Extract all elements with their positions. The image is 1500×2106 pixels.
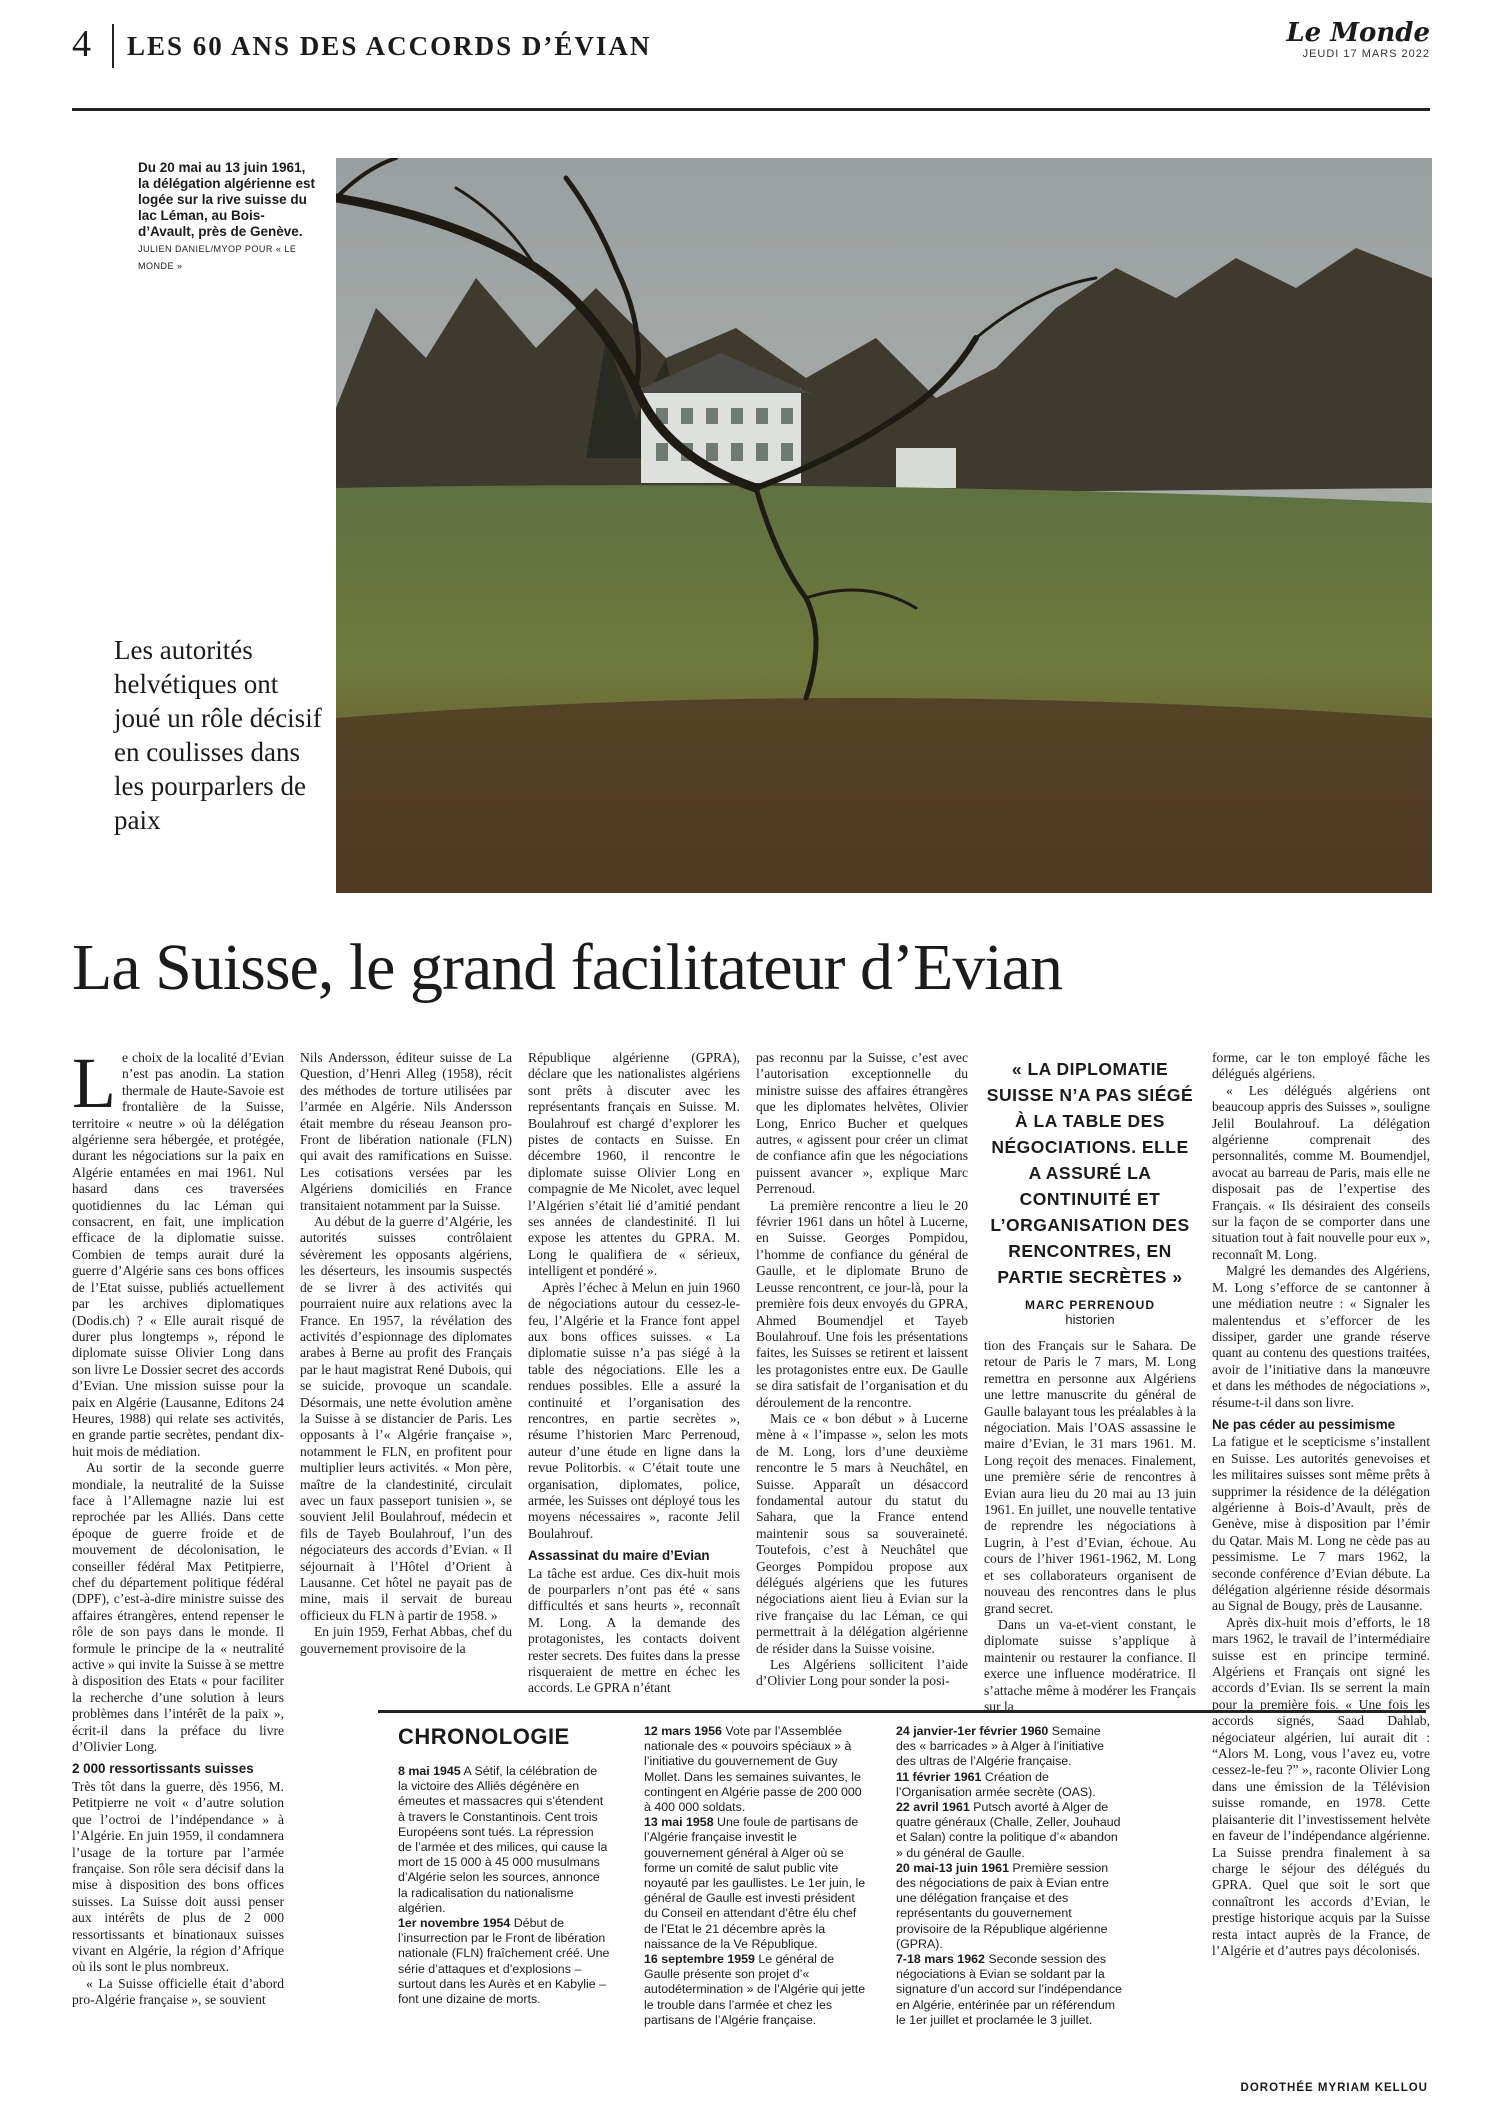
subheading: 2 000 ressortissants suisses <box>72 1761 254 1777</box>
article-paragraph: Les Algériens sollicitent l’aide d’Olivier Long pour sonder la posi- <box>756 1657 968 1689</box>
drop-cap: L <box>72 1043 116 1123</box>
chronology-entry <box>896 1800 1122 1861</box>
header-rule <box>72 108 1430 111</box>
chronology-date: 20 mai-13 juin 1961 <box>896 1860 1009 1875</box>
chronology-date: 8 mai 1945 <box>398 1764 461 1778</box>
article-headline: La Suisse, le grand facilitateur d’Evian <box>72 931 1062 1004</box>
article-paragraph: En juin 1959, Ferhat Abbas, chef du gouvernement provisoire de la <box>300 1624 512 1656</box>
article-paragraph: Dans un va-et-vient constant, le diplomate suisse s’applique à maintenir ou restaurer la confiance. Il exerce une influence modératrice. Il s’attache même à modérer les Français sur la <box>984 1616 1196 1714</box>
chronology-date: 12 mars 1956 <box>644 1724 722 1738</box>
chronology-column-2 <box>644 1724 866 2028</box>
photo-caption <box>138 160 318 274</box>
chronology-entry <box>896 1861 1122 1952</box>
chronology-text: Semaine des « barricades » à Alger à l’initiative des ultras de l’Algérie française. <box>896 1724 1105 1769</box>
chronology-text: Putsch avorté à Alger de quatre généraux (Challe, Zeller, Jouhaud et Salan) contre la politique d’« abandon » du général de Gaulle. <box>896 1800 1121 1860</box>
article-paragraph: « La Suisse officielle était d’abord pro-Algérie française », se souvient <box>72 1975 284 2008</box>
article-paragraph: République algérienne (GPRA), déclare que les nationalistes algériens sont prêts à discuter avec les représentants français en Suisse. M. Boulahrouf est chargé d’explorer les pistes de contacts en Suisse. En décembre 1960, il rencontre le diplomate suisse Olivier Long en compagnie de Me Nicolet, avec lequel l’Algérien s’était lié d’amitié pendant ses années de clandestinité. Il lui expose les attentes du GPRA. M. Long le qualifiera de « sérieux, intelligent et pondéré ». <box>528 1050 740 1279</box>
chronology-entry <box>644 1724 866 1815</box>
caption-text: Du 20 mai au 13 juin 1961, la délégation algérienne est logée sur la rive suisse du lac Léman, au Bois-d’Avault, près de Genève. <box>138 160 316 239</box>
chronology-title: CHRONOLOGIE <box>398 1724 570 1749</box>
article-byline: DOROTHÉE MYRIAM KELLOU <box>1240 2082 1428 2094</box>
chronology-entry <box>398 1916 610 2007</box>
chronology-column-3 <box>896 1724 1122 2028</box>
chronology-text: Le général de Gaulle présente son projet d’« autodétermination » de l’Algérie qui jette le trouble dans l’armée et chez les partisans de l’Algérie française. <box>644 1952 866 2027</box>
chronology-column-1 <box>398 1764 610 2007</box>
article-paragraph: Très tôt dans la guerre, dès 1956, M. Petitpierre ne voit « d’autre solution que l’octroi de l’indépendance » à l’Algérie. En juin 1959, il condamnera l’usage de la torture par l’armée française. Son rôle sera décisif dans la mise à disposition des bons offices suisses. La Suisse doit aussi penser aux intérêts de plus de 2 000 ressortissants et binationaux suisses vivant en Algérie, la région d’Afrique où ils sont le plus nombreux. <box>72 1778 284 1975</box>
article-paragraph: Après l’échec à Melun en juin 1960 de négociations autour du cessez-le-feu, l’Algérie et la France font appel aux bons offices suisses. « La diplomatie suisse n’a pas siégé à la table des négociations. Elle les a rendues possibles. Elle a assuré la continuité et l’organisation des rencontres, en partie secrètes », résume l’historien Marc Perrenoud, auteur d’une étude en ligne dans la revue Politorbis. « C’était toute une organisation, diplomates, police, armée, les Suisses ont déployé tous les moyens nécessaires », raconte Jelil Boulahrouf. <box>528 1279 740 1541</box>
chronology-text: A Sétif, la célébration de la victoire des Alliés dégénère en émeutes et massacres qui s’étendent à travers le Constantinois. Cent trois Européens sont tués. La répression de l’armée et des milices, qui cause la mort de 15 000 à 45 000 musulmans d’Algérie selon les sources, annonce la radicalisation du nationalisme algérien. <box>398 1764 608 1915</box>
chronology-date: 1er novembre 1954 <box>398 1916 511 1931</box>
article-paragraph: Après dix-huit mois d’efforts, le 18 mars 1962, le travail de l’intermédiaire suisse est en principe terminé. Algériens et Français ont signé les accords d’Evian. Ils se serrent la main pour la première fois. « Une fois les accords signés, Saad Dahlab, négociateur algérien, lui aurait dit : “Alors M. Long, vous l’avez eu, votre cessez-le-feu ?” », raconte Olivier Long dans une émission de la Télévision suisse romande, en 1978. Cette plaisanterie dit l’investissement helvète en faveur de l’indépendance algérienne. La Suisse prendra finalement à sa charge le séjour des délégués du GPRA. Quel que soit le sort que connaîtront les accords d’Evian, le prestige historique acquis par la Suisse resta intact auprès de la France, de l’Algérie et d’autres pays décolonisés. <box>1212 1614 1430 1958</box>
article-column-1 <box>72 1043 284 2009</box>
pull-quote-role: historien <box>1065 1312 1115 1327</box>
article-column-3 <box>528 1050 740 1697</box>
chronology-text: Vote par l’Assemblée nationale des « pouvoirs spéciaux » à l’initiative du gouvernement de Guy Mollet. Dans les semaines suivantes, le contingent en Algérie passe de 200 000 à 400 000 soldats. <box>644 1724 862 1815</box>
chronology-text: Une foule de partisans de l’Algérie française investit le gouvernement général à Alger où se forme un comité de salut public vite noyauté par les gaullistes. Le 1er juin, le général de Gaulle est investi président du Conseil en attendant d’être élu chef de l’Etat le 21 décembre après la naissance de la Ve République. <box>644 1815 866 1951</box>
article-paragraph: Mais ce « bon début » à Lucerne mène à « l’impasse », selon les mots de M. Long, lors d’une deuxième rencontre le 5 mars à Neuchâtel, en Suisse. Apparaît un désaccord fondamental autour du statut du Sahara, que la France entend maintenir sous sa souveraineté. Toutefois, c’est à Neuchâtel que Georges Pompidou propose aux délégués algériens que les futures négociations aient lieu à Evian sur la rive française du lac Léman, ce qui permettrait à la délégation algérienne de résider dans la Suisse voisine. <box>756 1410 968 1656</box>
pull-quote-text: « LA DIPLOMATIE SUISSE N’A PAS SIÉGÉ À LA TABLE DES NÉGOCIATIONS. ELLE A ASSURÉ LA CONTINUITÉ ET L’ORGANISATION DES RENCONTRES, EN PARTIE SECRÈTES » <box>986 1059 1194 1287</box>
article-paragraph: La tâche est ardue. Ces dix-huit mois de pourparlers n’ont pas été « sans difficultés et sans heurts », reconnaît M. Long. A la demande des protagonistes, les contacts doivent rester secrets. Des fuites dans la presse risqueraient de mettre en échec les accords. Le GPRA n’étant <box>528 1565 740 1696</box>
article-column-2 <box>300 1050 512 1657</box>
article-paragraph <box>72 1043 284 1460</box>
article-paragraph: La première rencontre a lieu le 20 février 1961 dans un hôtel à Lucerne, en Suisse. Georges Pompidou, l’homme de confiance du général de Gaulle, et le diplomate Bruno de Leusse rencontrent, ce jour-là, pour la première fois deux envoyés du GPRA, Ahmed Boumendjel et Tayeb Boulahrouf. Une fois les présentations faites, les Suisses se retirent et laissent les protagonistes entre eux. De Gaulle se dira satisfait de l’organisation et du déroulement de la rencontre. <box>756 1197 968 1410</box>
article-paragraph: « Les délégués algériens ont beaucoup appris des Suisses », souligne Jelil Boulahrouf. La délégation algérienne comprenait des personnalités, comme M. Boumendjel, avocat au barreau de Paris, mais elle ne disposait pas de l’expertise des Français. « Ils désiraient des conseils sur la façon de se comporter dans une situation tout à fait nouvelle pour eux », reconnaît M. Long. <box>1212 1082 1430 1262</box>
article-deck: Les autorités helvétiques ont joué un rôle décisif en coulisses dans les pourparlers de paix <box>114 635 322 835</box>
paragraph-text: e choix de la localité d’Evian n’est pas anodin. La station thermale de Haute-Savoie est frontalière de la Suisse, territoire « neutre » où la délégation algérienne sera hébergée, et protégée, durant les négociations sur la paix en Algérie entamées en mai 1961. Nul hasard dans ces traversées quotidiennes du lac Léman qui consacrent, en fait, une implication efficace de la diplomatie suisse. Combien de temps aurait duré la guerre d’Algérie sans ces bons offices de l’Etat suisse, publiés actuellement par les archives diplomatiques (Dodis.ch) ? « Elle aurait risqué de durer plus longtemps », répond le diplomate suisse Olivier Long dans son livre Le Dossier secret des accords d’Evian. Une mission suisse pour la paix en Algérie (Lausanne, Editons 24 Heures, 1988) qui relate ses activités, en grande partie secrètes, pendant dix-huit mois de médiation. <box>72 1050 284 1459</box>
chronology-text: Seconde session des négociations à Evian se soldant par la signature d’un accord sur l’indépendance en Algérie, entérinée par un référendum le 1er juillet et proclamée le 3 juillet. <box>896 1952 1122 2027</box>
section-title: LES 60 ANS DES ACCORDS D’ÉVIAN <box>127 31 652 61</box>
chronology-date: 11 février 1961 <box>896 1769 982 1784</box>
chronology-date: 22 avril 1961 <box>896 1800 970 1815</box>
subheading: Ne pas céder au pessimisme <box>1212 1416 1396 1432</box>
article-paragraph: La fatigue et le scepticisme s’installent en Suisse. Les autorités genevoises et les militaires suisses sont même prêts à supprimer la résidence de la délégation algérienne à Bois-d’Avault, près de Genève, mise à disposition par l’émir du Qatar. Mais M. Long ne cède pas au pessimisme. Le 7 mars 1962, la seconde conférence d’Evian débute. La délégation algérienne réside désormais au Signal de Bougy, près de Lausanne. <box>1212 1434 1430 1614</box>
chronology-entry <box>896 1952 1122 2028</box>
newspaper-logo: Le Monde <box>1286 18 1430 48</box>
pull-quote <box>984 1056 1196 1327</box>
article-paragraph: Au début de la guerre d’Algérie, les autorités suisses contrôlaient sévèrement les opposants algériens, les déserteurs, les insoumis suspectés de se livrer à des activités qui pourraient nuire aux relations avec la France. En 1957, la révélation des activités d’espionnage des diplomates arabes à Berne au profit des Français par le haut magistrat René Dubois, qui se suicide, provoque un scandale. Désormais, une nette évolution amène la Suisse à se distancier de Paris. Les opposants à l’« Algérie française », notamment le FLN, en profitent pour multiplier leurs activités. « Mon père, maître de la clandestinité, circulait avec un faux passeport tunisien », se souvient Jelil Boulahrouf, médecin et fils de Tayeb Boulahrouf, l’un des négociateurs des accords d’Evian. « Il séjournait à l’Hôtel d’Orient à Lausanne. Cet hôtel ne payait pas de mine, mais il servait de bureau officieux du FLN à partir de 1958. » <box>300 1214 512 1623</box>
article-paragraph: tion des Français sur le Sahara. De retour de Paris le 7 mars, M. Long remettra en personne aux Algériens une lettre manuscrite du général de Gaulle balayant tous les préalables à la négociation. Mais l’OAS assassine le maire d’Evian, le 31 mars 1961. M. Long reçoit des menaces. Finalement, une première série de rencontres à Evian aura lieu du 20 mai au 13 juin 1961. En juillet, une nouvelle tentative de reprendre les négociations à Lugrin, à l’est d’Evian, échoue. Au cours de l’hiver 1961-1962, M. Long et ses collaborateurs organisent de nouveau des rencontres dans le plus grand secret. <box>984 1338 1196 1616</box>
chronology-entry <box>896 1724 1122 1770</box>
chronology-text: Première session des négociations de paix à Evian entre une délégation française et des représentants du gouvernement provisoire de la République algérienne (GPRA). <box>896 1860 1109 1951</box>
chronology-date: 16 septembre 1959 <box>644 1952 755 1967</box>
article-paragraph: Au sortir de la seconde guerre mondiale, la neutralité de la Suisse face à l’Allemagne nazie lui est reprochée par les Alliés. Dans cette époque de guerre froide et de mouvement de décolonisation, le conseiller fédéral Max Petitpierre, chef du département politique fédéral (DPF), c’est-à-dire ministre suisse des affaires étrangères, entend repenser le rôle de son pays dans le monde. Il formule le principe de la « neutralité active » qui invite la Suisse à se mettre à disposition des Etats « pour faciliter la recherche d’une solution à leurs problèmes dans l’intérêt de la paix », écrit-il dans la préface du livre d’Olivier Long. <box>72 1460 284 1755</box>
chronology-date: 7-18 mars 1962 <box>896 1952 985 1967</box>
subheading: Assassinat du maire d’Evian <box>528 1548 710 1564</box>
issue-date: JEUDI 17 MARS 2022 <box>1302 48 1430 60</box>
article-paragraph: pas reconnu par la Suisse, c’est avec l’autorisation exceptionnelle du ministre suisse des affaires étrangères que les diplomates helvètes, Olivier Long, Enrico Bucher et quelques autres, « agissent pour créer un climat de confiance afin que les négociations puissent avancer », explique Marc Perrenoud. <box>756 1050 968 1197</box>
chronology-text: Création de l’Organisation armée secrète (OAS). <box>896 1769 1096 1799</box>
landscape-photo-illustration <box>336 158 1432 893</box>
article-paragraph: Nils Andersson, éditeur suisse de La Question, d’Henri Alleg (1958), récit des méthodes de torture utilisées par l’armée en Algérie. Nils Andersson était membre du réseau Jeanson pro-Front de libération nationale (FLN) qui avait des ramifications en Suisse. Les cotisations versées par les Algériens domiciliés en France transitaient notamment par la Suisse. <box>300 1050 512 1213</box>
article-column-5 <box>984 1338 1196 1715</box>
chronology-date: 24 janvier-1er février 1960 <box>896 1724 1049 1738</box>
chronology-entry <box>398 1764 610 1916</box>
chronology-date: 13 mai 1958 <box>644 1815 714 1830</box>
chronology-entry <box>644 1952 866 2028</box>
article-paragraph: forme, car le ton employé fâche les délégués algériens. <box>1212 1050 1430 1082</box>
article-photo <box>336 158 1432 893</box>
pull-quote-author: MARC PERRENOUD <box>1024 1298 1155 1312</box>
header-separator <box>112 24 114 68</box>
page-number: 4 <box>72 23 91 65</box>
article-paragraph: Malgré les demandes des Algériens, M. Long s’efforce de se cantonner à une médiation neutre : « Signaler les malentendus et s’efforcer de les dissiper, garder une grande réserve quant au contenu des questions traitées, avoir de l’initiative dans la manœuvre et dans les méthodes de négociations », résume-t-il dans son livre. <box>1212 1263 1430 1410</box>
article-column-4 <box>756 1050 968 1690</box>
chronology-entry <box>644 1815 866 1952</box>
chronology-entry <box>896 1770 1122 1800</box>
photo-credit: JULIEN DANIEL/MYOP POUR « LE MONDE » <box>138 244 297 271</box>
chronology-text: Début de l’insurrection par le Front de libération nationale (FLN) fraîchement créé. Une série d’attaques et d’explosions – surtout dans les Aurès et en Kabylie – font une dizaine de morts. <box>398 1916 610 2007</box>
